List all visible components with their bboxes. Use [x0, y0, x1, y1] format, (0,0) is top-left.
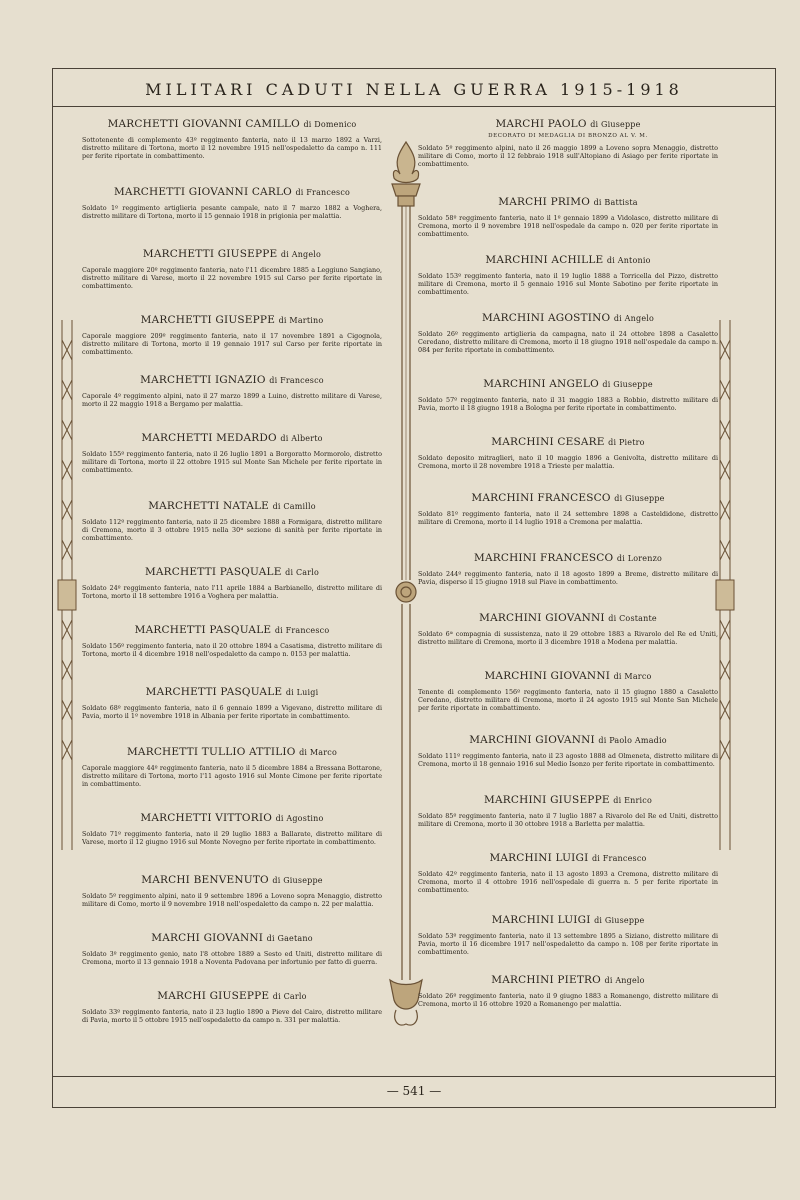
parent-name: di Lorenzo: [616, 554, 662, 563]
parent-name: di Pietro: [608, 438, 645, 447]
casualty-name: [418, 794, 718, 806]
parent-name: di Costante: [608, 614, 657, 623]
casualty-name: [418, 436, 718, 448]
casualty-entry: [82, 624, 382, 686]
casualty-description: Tenente di complemento 156º reggimento fanteria, nato il 15 giugno 1880 a Casaletto Ceredano, distretto militare di Cremona, morto il 24 agosto 1915 sul Monte San Michele per ferite riportate in combattimento.: [418, 688, 718, 712]
parent-name: di Angelo: [604, 976, 645, 985]
casualty-name: [82, 314, 382, 326]
casualty-description: Soldato 58º reggimento fanteria, nato il 1º gennaio 1899 a Vidolasco, distretto militare di Cremona, morto il 9 novembre 1918 nell'ospedale da campo n. 020 per ferite riportate in combattimento.: [418, 214, 718, 238]
casualty-name: [418, 312, 718, 324]
casualty-entry: [418, 492, 718, 552]
surname-given-name: MARCHETTI NATALE: [148, 500, 270, 512]
casualty-entry: [418, 612, 718, 670]
casualty-entry: [82, 500, 382, 566]
casualty-entry: [418, 734, 718, 794]
casualty-name: [418, 914, 718, 926]
parent-name: di Marco: [299, 748, 337, 757]
casualty-description: Soldato 112º reggimento fanteria, nato il 25 dicembre 1888 a Formigara, distretto militare di Cremona, morto il 3 ottobre 1915 nella 30ª sezione di sanità per ferite riportate in combattimento.: [82, 518, 382, 542]
parent-name: di Giuseppe: [614, 494, 665, 503]
casualty-name: [418, 492, 718, 504]
surname-given-name: MARCHETTI MEDARDO: [141, 432, 277, 444]
parent-name: di Francesco: [295, 188, 351, 197]
parent-name: di Luigi: [285, 688, 319, 697]
parent-name: di Giuseppe: [272, 876, 323, 885]
surname-given-name: MARCHETTI PASQUALE: [144, 566, 282, 578]
parent-name: di Francesco: [269, 376, 324, 385]
casualty-description: Soldato 6ª compagnia di sussistenza, nato il 29 ottobre 1883 a Rivarolo del Re ed Uniti, distretto militare di Cremona, morto il 3 dicembre 1918 a Modena per malattia.: [418, 630, 718, 646]
casualty-description: Caporale 4º reggimento alpini, nato il 27 marzo 1899 a Luino, distretto militare di Varese, morto il 22 maggio 1918 a Bergamo per malattia.: [82, 392, 382, 408]
casualty-name: [82, 566, 382, 578]
left-column: [82, 118, 382, 1040]
casualty-name: [418, 118, 718, 130]
casualty-description: Caporale maggiore 209º reggimento fanteria, nato il 17 novembre 1891 a Cigognola, distretto militare di Tortona, morto il 19 gennaio 1917 sul Carso per ferite riportate in combattimento.: [82, 332, 382, 356]
casualty-name: [418, 254, 718, 266]
parent-name: di Camillo: [272, 502, 316, 511]
surname-given-name: MARCHETTI GIUSEPPE: [140, 314, 276, 326]
casualty-description: Soldato 5º reggimento alpini, nato il 9 settembre 1896 a Loveno sopra Menaggio, distretto militare di Como, morto il 9 novembre 1918 nell'ospedaletto da campo n. 22 per malattia.: [82, 892, 382, 908]
parent-name: di Giuseppe: [590, 120, 641, 129]
casualty-name: [82, 500, 382, 512]
right-column: [418, 118, 718, 1026]
casualty-description: Soldato 155º reggimento fanteria, nato il 26 luglio 1891 a Borgoratto Mormorolo, distretto militare di Tortona, morto il 22 ottobre 1915 sul Monte San Michele per ferite riportate in combattimento.: [82, 450, 382, 474]
parent-name: di Paolo Amadio: [598, 736, 667, 745]
casualty-entry: [82, 932, 382, 990]
parent-name: di Antonio: [606, 256, 651, 265]
surname-given-name: MARCHINI GIOVANNI: [479, 612, 605, 624]
casualty-name: [82, 686, 382, 698]
casualty-description: Soldato 3º reggimento genio, nato l'8 ottobre 1889 a Sesto ed Uniti, distretto militare di Cremona, morto il 13 gennaio 1918 a Noventa Padovana per infortunio per fatto di guerra.: [82, 950, 382, 966]
surname-given-name: MARCHI GIOVANNI: [151, 932, 264, 944]
casualty-entry: [418, 378, 718, 436]
left-pole-ornament: [54, 320, 80, 850]
parent-name: di Angelo: [613, 314, 655, 323]
parent-name: di Francesco: [591, 854, 647, 863]
casualty-entry: [82, 374, 382, 432]
casualty-description: Soldato 26º reggimento fanteria, nato il 9 giugno 1883 a Romanengo, distretto militare di Cremona, morto il 16 ottobre 1920 a Romanengo per malattia.: [418, 992, 718, 1008]
parent-name: di Carlo: [285, 568, 320, 577]
parent-name: di Francesco: [274, 626, 330, 635]
decoration-note: DECORATO DI MEDAGLIA DI BRONZO AL V. M.: [488, 133, 648, 139]
parent-name: di Giuseppe: [594, 916, 645, 925]
casualty-entry: [418, 196, 718, 254]
surname-given-name: MARCHINI GIOVANNI: [469, 734, 595, 746]
casualty-entry: [418, 436, 718, 492]
parent-name: di Alberto: [280, 434, 323, 443]
casualty-description: Soldato 111º reggimento fanteria, nato il 23 agosto 1888 ad Olmeneta, distretto militare di Cremona, morto il 18 gennaio 1916 sul Medio Isonzo per ferite riportate in combattimento.: [418, 752, 718, 768]
casualty-description: Caporale maggiore 44º reggimento fanteria, nato il 5 dicembre 1884 a Bressana Bottarone, distretto militare di Tortona, morto l'11 agosto 1916 sul Monte Cimone per ferite riportate in combattimento.: [82, 764, 382, 788]
casualty-entry: [418, 312, 718, 378]
casualty-description: Soldato 153º reggimento fanteria, nato il 19 luglio 1888 a Torricella del Pizzo, distretto militare di Cremona, morto il 5 gennaio 1916 sul Monte Sabotino per ferite riportate in combattimento.: [418, 272, 718, 296]
casualty-entry: [82, 686, 382, 746]
parent-name: di Giuseppe: [602, 380, 653, 389]
casualty-name: [418, 734, 718, 746]
surname-given-name: MARCHETTI IGNAZIO: [140, 374, 266, 386]
surname-given-name: MARCHETTI TULLIO ATTILIO: [126, 746, 296, 758]
parent-name: di Battista: [593, 198, 638, 207]
surname-given-name: MARCHI PRIMO: [498, 196, 591, 208]
casualty-name: [418, 974, 718, 986]
casualty-description: Soldato 33º reggimento fanteria, nato il 23 luglio 1890 a Pieve del Cairo, distretto militare di Pavia, morto il 5 ottobre 1915 nell'ospedaletto da campo n. 331 per malattia.: [82, 1008, 382, 1024]
casualty-name: [82, 186, 382, 198]
casualty-name: [82, 874, 382, 886]
surname-given-name: MARCHINI LUIGI: [491, 914, 591, 926]
casualty-description: Soldato deposito mitraglieri, nato il 10 maggio 1896 a Genivolta, distretto militare di Cremona, morto il 28 novembre 1918 a Trieste per malattia.: [418, 454, 718, 470]
casualty-description: Soldato 85º reggimento fanteria, nato il 7 luglio 1887 a Rivarolo del Re ed Uniti, distretto militare di Cremona, morto il 30 ottobre 1918 a Barletta per malattia.: [418, 812, 718, 828]
surname-given-name: MARCHINI GIOVANNI: [484, 670, 611, 682]
casualty-entry: [82, 874, 382, 932]
parent-name: di Gaetano: [266, 934, 313, 943]
casualty-entry: [418, 552, 718, 612]
casualty-name: [82, 432, 382, 444]
page-title: MILITARI CADUTI NELLA GUERRA 1915-1918: [145, 80, 683, 99]
casualty-entry: [418, 794, 718, 852]
parent-name: di Marco: [613, 672, 652, 681]
casualty-description: Soldato 24º reggimento fanteria, nato l'11 aprile 1884 a Barbianello, distretto militare di Tortona, morto il 18 settembre 1916 a Voghera per malattia.: [82, 584, 382, 600]
surname-given-name: MARCHETTI GIOVANNI CAMILLO: [107, 118, 300, 130]
surname-given-name: MARCHINI PIETRO: [491, 974, 601, 986]
parent-name: di Enrico: [613, 796, 652, 805]
casualty-entry: [418, 852, 718, 914]
surname-given-name: MARCHI BENVENUTO: [141, 874, 269, 886]
parent-name: di Carlo: [272, 992, 307, 1001]
casualty-description: Soldato 71º reggimento fanteria, nato il 29 luglio 1883 a Ballarate, distretto militare di Varese, morto il 12 giugno 1916 sul Monte Novegno per ferite riportate in combattimento.: [82, 830, 382, 846]
surname-given-name: MARCHINI ACHILLE: [485, 254, 604, 266]
casualty-name: [418, 378, 718, 390]
footer-rule: [52, 1076, 776, 1077]
surname-given-name: MARCHINI LUIGI: [489, 852, 589, 864]
casualty-name: [418, 552, 718, 564]
casualty-name: [82, 624, 382, 636]
surname-given-name: MARCHETTI GIOVANNI CARLO: [113, 186, 292, 198]
casualty-description: Soldato 68º reggimento fanteria, nato il 6 gennaio 1899 a Vigevano, distretto militare di Pavia, morto il 1º novembre 1918 in Albania per ferite riportate in combattimento.: [82, 704, 382, 720]
surname-given-name: MARCHETTI PASQUALE: [134, 624, 272, 636]
casualty-entry: [82, 432, 382, 500]
casualty-name: [418, 670, 718, 682]
casualty-entry: [82, 746, 382, 812]
casualty-description: Soldato 244º reggimento fanteria, nato il 18 agosto 1899 a Breme, distretto militare di Pavia, disperso il 15 giugno 1918 sul Piave in combattimento.: [418, 570, 718, 586]
casualty-name: [82, 374, 382, 386]
casualty-entry: [418, 670, 718, 734]
casualty-entry: [418, 974, 718, 1026]
casualty-entry: [82, 186, 382, 248]
casualty-entry: [82, 314, 382, 374]
parent-name: di Agostino: [275, 814, 324, 823]
casualty-entry: [418, 914, 718, 974]
casualty-name: [82, 932, 382, 944]
casualty-entry: [418, 118, 718, 196]
casualty-name: [418, 852, 718, 864]
casualty-name: [82, 746, 382, 758]
surname-given-name: MARCHINI FRANCESCO: [474, 552, 614, 564]
surname-given-name: MARCHINI AGOSTINO: [481, 312, 611, 324]
casualty-entry: [418, 254, 718, 312]
surname-given-name: MARCHINI ANGELO: [483, 378, 599, 390]
surname-given-name: MARCHI PAOLO: [495, 118, 587, 130]
casualty-entry: [82, 118, 382, 186]
casualty-description: Soldato 156º reggimento fanteria, nato il 20 ottobre 1894 a Casatisma, distretto militare di Tortona, morto il 4 dicembre 1918 nell'ospedaletto da campo n. 0153 per malattia.: [82, 642, 382, 658]
casualty-description: Caporale maggiore 20º reggimento fanteria, nato l'11 dicembre 1885 a Leggiuno Sangiano, distretto militare di Varese, morto il 22 novembre 1915 sul Carso per ferite riportate in combattimento.: [82, 266, 382, 290]
parent-name: di Domenico: [303, 120, 357, 129]
casualty-description: Soldato 81º reggimento fanteria, nato il 24 settembre 1898 a Casteldidone, distretto militare di Cremona, morto il 14 luglio 1918 a Cremona per malattia.: [418, 510, 718, 526]
surname-given-name: MARCHETTI VITTORIO: [140, 812, 273, 824]
casualty-name: [82, 248, 382, 260]
casualty-entry: [82, 990, 382, 1040]
casualty-description: Soldato 53º reggimento fanteria, nato il 13 settembre 1895 a Siziano, distretto militare di Pavia, morto il 16 dicembre 1917 nell'ospedaletto da campo n. 108 per ferite riportate in combattimento.: [418, 932, 718, 956]
casualty-description: Soldato 1º reggimento artiglieria pesante campale, nato il 7 marzo 1882 a Voghera, distretto militare di Tortona, morto il 15 gennaio 1918 in prigionia per malattia.: [82, 204, 382, 220]
casualty-entry: [82, 566, 382, 624]
casualty-description: Soldato 5º reggimento alpini, nato il 26 maggio 1899 a Loveno sopra Menaggio, distretto militare di Como, morto il 12 febbraio 1918 sull'Altopiano di Asiago per ferite riportate in combattimento.: [418, 144, 718, 168]
casualty-name: [82, 118, 382, 130]
casualty-name: [82, 990, 382, 1002]
page-number: — 541 —: [386, 1084, 442, 1098]
casualty-entry: [82, 248, 382, 314]
casualty-name: [418, 612, 718, 624]
surname-given-name: MARCHINI FRANCESCO: [471, 492, 611, 504]
surname-given-name: MARCHETTI GIUSEPPE: [142, 248, 278, 260]
casualty-name: [418, 196, 718, 208]
surname-given-name: MARCHI GIUSEPPE: [157, 990, 270, 1002]
parent-name: di Martino: [278, 316, 324, 325]
casualty-description: Soldato 57º reggimento fanteria, nato il 31 maggio 1883 a Robbio, distretto militare di Pavia, morto il 18 giugno 1918 a Bologna per ferite riportate in combattimento.: [418, 396, 718, 412]
casualty-description: Soldato 26º reggimento artiglieria da campagna, nato il 24 ottobre 1898 a Casaletto Ceredano, distretto militare di Cremona, morto il 18 giugno 1918 nell'ospedale da campo n. 084 per ferite riportate in combattimento.: [418, 330, 718, 354]
casualty-description: Sottotenente di complemento 43º reggimento fanteria, nato il 13 marzo 1892 a Varzi, distretto militare di Tortona, morto il 12 novembre 1915 nell'ospedaletto da campo n. 111 per ferite riportate in combattimento.: [82, 136, 382, 160]
parent-name: di Angelo: [280, 250, 322, 259]
casualty-description: Soldato 42º reggimento fanteria, nato il 13 agosto 1893 a Cremona, distretto militare di Cremona, morto il 4 ottobre 1916 nell'ospedale di guerra n. 5 per ferite riportate in combattimento.: [418, 870, 718, 894]
surname-given-name: MARCHINI GIUSEPPE: [484, 794, 610, 806]
casualty-name: [82, 812, 382, 824]
surname-given-name: MARCHINI CESARE: [491, 436, 605, 448]
casualty-entry: [82, 812, 382, 874]
header-rule: [52, 106, 776, 107]
surname-given-name: MARCHETTI PASQUALE: [145, 686, 283, 698]
